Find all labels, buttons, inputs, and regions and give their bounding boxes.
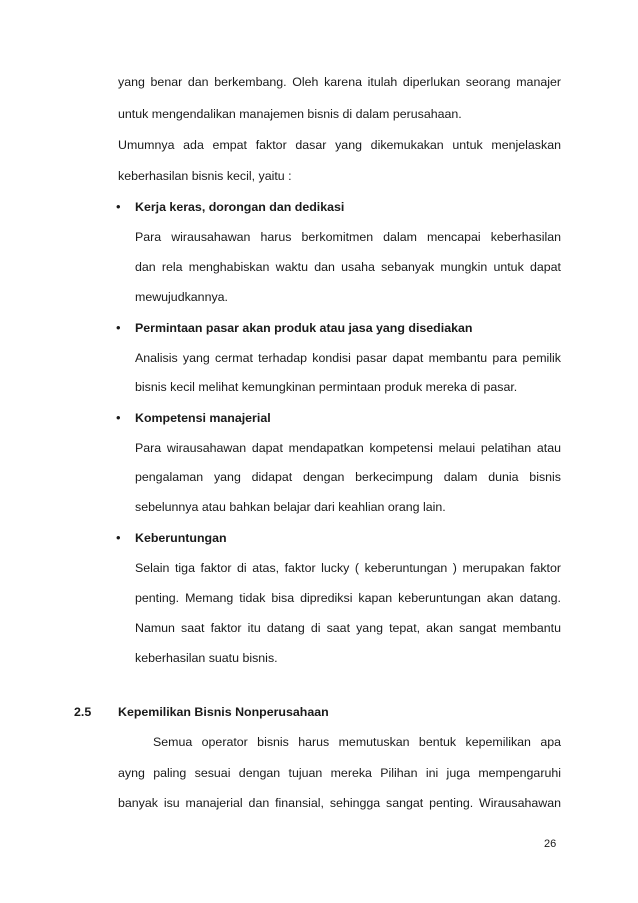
bullet-icon: • bbox=[116, 199, 121, 214]
body-line: keberhasilan bisnis kecil, yaitu : bbox=[118, 169, 292, 183]
body-line: Umumnya ada empat faktor dasar yang dikemukakan untuk menjelaskan bbox=[118, 138, 561, 152]
factor-line: Para wirausahawan harus berkomitmen dalam mencapai keberhasilan bbox=[135, 230, 561, 244]
section-title: Kepemilikan Bisnis Nonperusahaan bbox=[118, 705, 329, 719]
factor-line: Selain tiga faktor di atas, faktor lucky ( keberuntungan ) merupakan faktor bbox=[135, 561, 561, 575]
section-line: ayng paling sesuai dengan tujuan mereka Pilihan ini juga mempengaruhi bbox=[118, 766, 561, 780]
factor-line: Namun saat faktor itu datang di saat yang tepat, akan sangat membantu bbox=[135, 621, 561, 635]
bullet-icon: • bbox=[116, 530, 121, 545]
factor-line: sebelunnya atau bahkan belajar dari keahlian orang lain. bbox=[135, 500, 446, 514]
body-line: yang benar dan berkembang. Oleh karena itulah diperlukan seorang manajer bbox=[118, 75, 561, 89]
factor-heading: Permintaan pasar akan produk atau jasa yang disediakan bbox=[135, 321, 473, 335]
factor-line: bisnis kecil melihat kemungkinan permintaan produk mereka di pasar. bbox=[135, 380, 518, 394]
factor-heading: Kerja keras, dorongan dan dedikasi bbox=[135, 200, 345, 214]
factor-line: mewujudkannya. bbox=[135, 290, 228, 304]
bullet-icon: • bbox=[116, 410, 121, 425]
factor-heading: Kompetensi manajerial bbox=[135, 411, 271, 425]
factor-heading: Keberuntungan bbox=[135, 531, 227, 545]
factor-line: pengalaman yang didapat dengan berkecimpung dalam dunia bisnis bbox=[135, 470, 561, 484]
bullet-icon: • bbox=[116, 320, 121, 335]
section-line: banyak isu manajerial dan finansial, sehingga sangat penting. Wirausahawan bbox=[118, 796, 561, 810]
body-line: untuk mengendalikan manajemen bisnis di dalam perusahaan. bbox=[118, 107, 462, 121]
section-line: Semua operator bisnis harus memutuskan bentuk kepemilikan apa bbox=[153, 735, 561, 749]
factor-line: Analisis yang cermat terhadap kondisi pasar dapat membantu para pemilik bbox=[135, 351, 561, 365]
factor-line: dan rela menghabiskan waktu dan usaha sebanyak mungkin untuk dapat bbox=[135, 260, 561, 274]
page-number: 26 bbox=[544, 838, 557, 850]
factor-line: keberhasilan suatu bisnis. bbox=[135, 651, 278, 665]
factor-line: penting. Memang tidak bisa diprediksi kapan keberuntungan akan datang. bbox=[135, 591, 561, 605]
section-number: 2.5 bbox=[74, 705, 92, 719]
factor-line: Para wirausahawan dapat mendapatkan kompetensi melaui pelatihan atau bbox=[135, 441, 561, 455]
